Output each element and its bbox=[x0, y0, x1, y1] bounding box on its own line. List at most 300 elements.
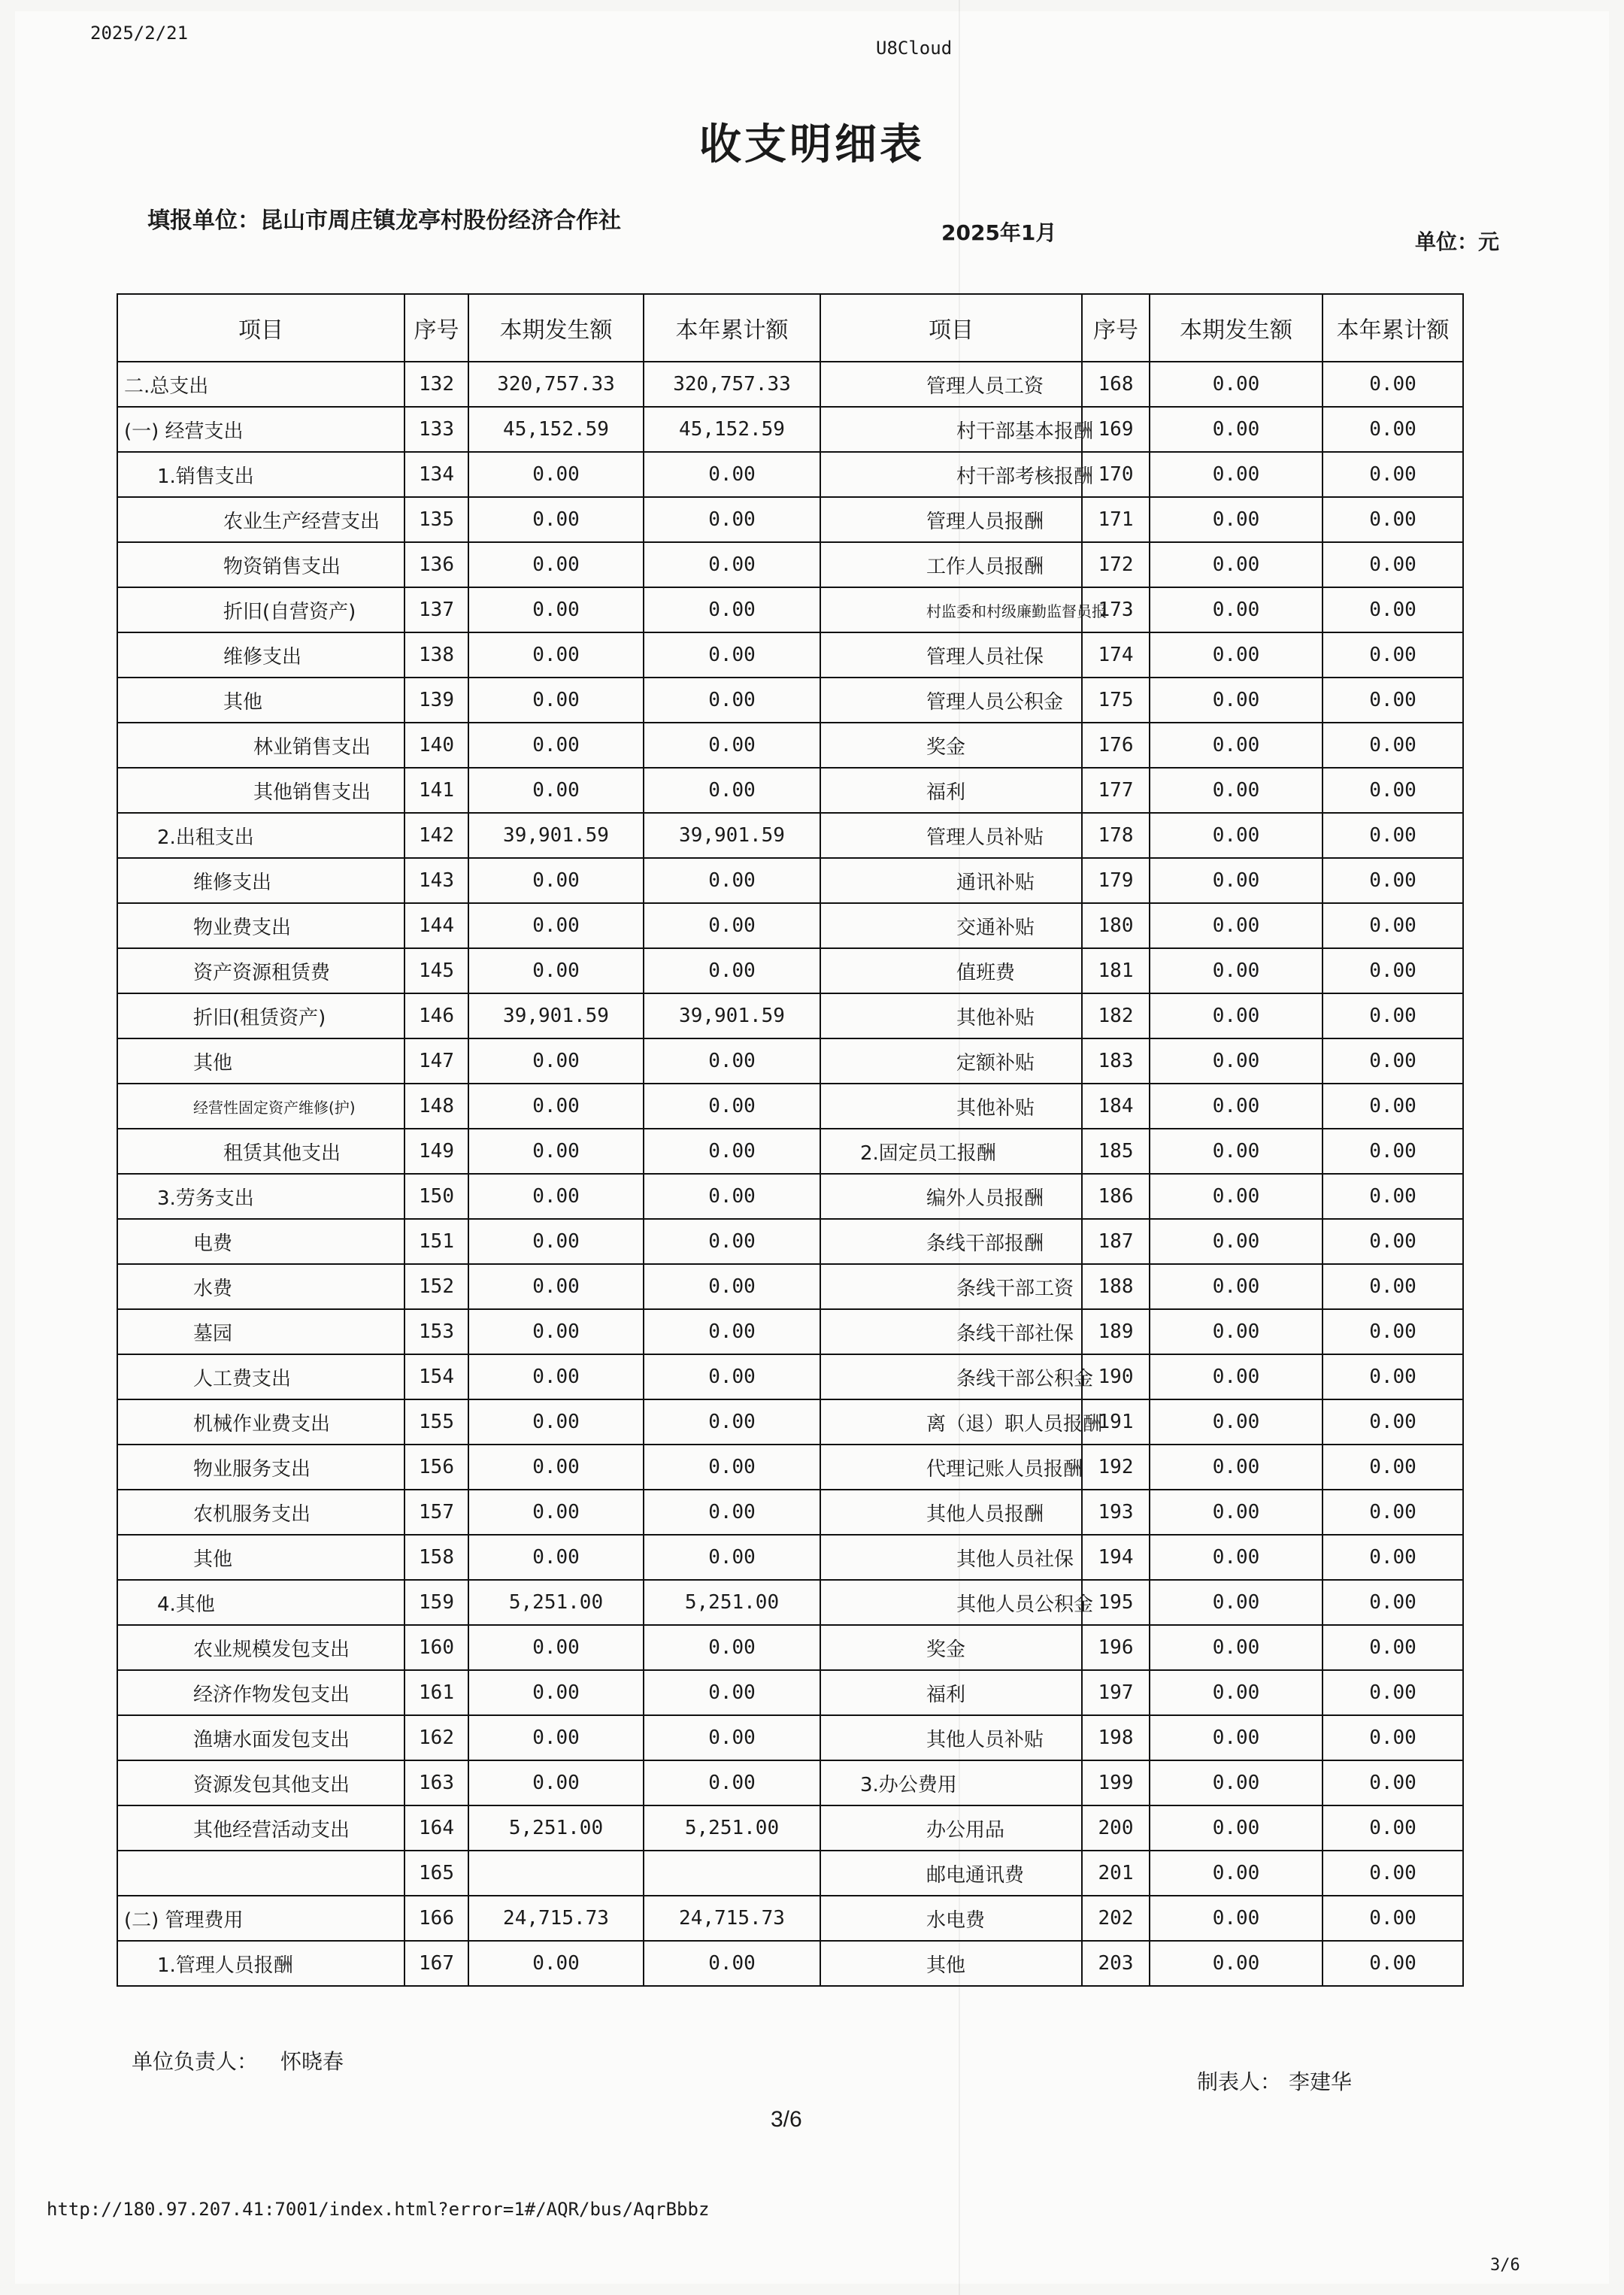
seq-cell-right: 190 bbox=[1082, 1354, 1150, 1399]
item-cell-right: 奖金 bbox=[820, 723, 1082, 768]
unit-head-label: 单位负责人： bbox=[132, 2049, 259, 2074]
table-row bbox=[117, 903, 1463, 948]
ytd-amount-cell-left: 0.00 bbox=[644, 723, 820, 768]
current-amount-cell-right: 0.00 bbox=[1150, 587, 1323, 632]
seq-cell-right: 179 bbox=[1082, 858, 1150, 903]
seq-cell-right: 186 bbox=[1082, 1174, 1150, 1219]
seq-cell-left: 141 bbox=[404, 768, 468, 813]
col-header-current-right: 本期发生额 bbox=[1150, 294, 1323, 362]
table-row bbox=[117, 1445, 1463, 1490]
ytd-amount-cell-left: 0.00 bbox=[644, 1670, 820, 1715]
ytd-amount-cell-left: 0.00 bbox=[644, 1715, 820, 1760]
page-number-corner: 3/6 bbox=[1490, 2256, 1520, 2275]
preparer-signature bbox=[1197, 2066, 1352, 2096]
seq-cell-left: 148 bbox=[404, 1084, 468, 1129]
item-cell-right: 离（退）职人员报酬 bbox=[820, 1399, 1082, 1445]
ytd-amount-cell-right: 0.00 bbox=[1323, 993, 1463, 1038]
ytd-amount-cell-right: 0.00 bbox=[1323, 1625, 1463, 1670]
current-amount-cell-left: 0.00 bbox=[468, 587, 644, 632]
current-amount-cell-left: 39,901.59 bbox=[468, 993, 644, 1038]
current-amount-cell-left: 0.00 bbox=[468, 497, 644, 542]
ytd-amount-cell-right: 0.00 bbox=[1323, 587, 1463, 632]
ytd-amount-cell-left: 0.00 bbox=[644, 632, 820, 678]
ytd-amount-cell-left: 0.00 bbox=[644, 1264, 820, 1309]
current-amount-cell-right: 0.00 bbox=[1150, 542, 1323, 587]
seq-cell-right: 197 bbox=[1082, 1670, 1150, 1715]
ytd-amount-cell-right: 0.00 bbox=[1323, 1354, 1463, 1399]
item-cell-right: 2.固定员工报酬 bbox=[820, 1129, 1082, 1174]
current-amount-cell-left: 39,901.59 bbox=[468, 813, 644, 858]
current-amount-cell-left: 0.00 bbox=[468, 1445, 644, 1490]
seq-cell-left: 133 bbox=[404, 407, 468, 452]
current-amount-cell-left: 0.00 bbox=[468, 1760, 644, 1805]
item-cell-right: 编外人员报酬 bbox=[820, 1174, 1082, 1219]
table-row bbox=[117, 1264, 1463, 1309]
current-amount-cell-right: 0.00 bbox=[1150, 1445, 1323, 1490]
ytd-amount-cell-left: 0.00 bbox=[644, 768, 820, 813]
table-row bbox=[117, 1174, 1463, 1219]
current-amount-cell-right: 0.00 bbox=[1150, 1896, 1323, 1941]
current-amount-cell-left: 0.00 bbox=[468, 903, 644, 948]
item-cell-left: 林业销售支出 bbox=[117, 723, 404, 768]
current-amount-cell-right: 0.00 bbox=[1150, 362, 1323, 407]
unit-head-name: 怀晓春 bbox=[280, 2049, 344, 2074]
current-amount-cell-left bbox=[468, 1851, 644, 1896]
item-cell-left: 资产资源租赁费 bbox=[117, 948, 404, 993]
seq-cell-right: 177 bbox=[1082, 768, 1150, 813]
item-cell-left: 其他经营活动支出 bbox=[117, 1805, 404, 1851]
seq-cell-right: 174 bbox=[1082, 632, 1150, 678]
table-header-row bbox=[117, 294, 1463, 362]
item-cell-left: 其他销售支出 bbox=[117, 768, 404, 813]
ytd-amount-cell-right: 0.00 bbox=[1323, 1715, 1463, 1760]
ytd-amount-cell-left: 0.00 bbox=[644, 1084, 820, 1129]
current-amount-cell-left: 0.00 bbox=[468, 1715, 644, 1760]
ytd-amount-cell-left: 0.00 bbox=[644, 497, 820, 542]
table-row bbox=[117, 1490, 1463, 1535]
current-amount-cell-right: 0.00 bbox=[1150, 1084, 1323, 1129]
current-amount-cell-left: 0.00 bbox=[468, 1174, 644, 1219]
seq-cell-left: 145 bbox=[404, 948, 468, 993]
ytd-amount-cell-right: 0.00 bbox=[1323, 1219, 1463, 1264]
item-cell-right: 办公用品 bbox=[820, 1805, 1082, 1851]
item-cell-right: 奖金 bbox=[820, 1625, 1082, 1670]
seq-cell-left: 166 bbox=[404, 1896, 468, 1941]
current-amount-cell-right: 0.00 bbox=[1150, 1715, 1323, 1760]
seq-cell-right: 173 bbox=[1082, 587, 1150, 632]
current-amount-cell-left: 0.00 bbox=[468, 723, 644, 768]
current-amount-cell-left: 0.00 bbox=[468, 1399, 644, 1445]
ytd-amount-cell-right: 0.00 bbox=[1323, 813, 1463, 858]
current-amount-cell-right: 0.00 bbox=[1150, 948, 1323, 993]
current-amount-cell-right: 0.00 bbox=[1150, 1490, 1323, 1535]
table-row bbox=[117, 1670, 1463, 1715]
seq-cell-left: 144 bbox=[404, 903, 468, 948]
item-cell-right: 工作人员报酬 bbox=[820, 542, 1082, 587]
current-amount-cell-left: 0.00 bbox=[468, 1219, 644, 1264]
item-cell-right: 其他补贴 bbox=[820, 1084, 1082, 1129]
table-row bbox=[117, 1896, 1463, 1941]
current-amount-cell-right: 0.00 bbox=[1150, 1354, 1323, 1399]
current-amount-cell-left: 0.00 bbox=[468, 1309, 644, 1354]
seq-cell-left: 155 bbox=[404, 1399, 468, 1445]
system-name: U8Cloud bbox=[876, 38, 953, 59]
ytd-amount-cell-left: 0.00 bbox=[644, 1038, 820, 1084]
item-cell-right: 3.办公费用 bbox=[820, 1760, 1082, 1805]
seq-cell-left: 136 bbox=[404, 542, 468, 587]
seq-cell-right: 180 bbox=[1082, 903, 1150, 948]
item-cell-right: 值班费 bbox=[820, 948, 1082, 993]
seq-cell-left: 161 bbox=[404, 1670, 468, 1715]
ytd-amount-cell-right: 0.00 bbox=[1323, 1670, 1463, 1715]
item-cell-left: 租赁其他支出 bbox=[117, 1129, 404, 1174]
current-amount-cell-right: 0.00 bbox=[1150, 1580, 1323, 1625]
seq-cell-right: 195 bbox=[1082, 1580, 1150, 1625]
table-row bbox=[117, 1805, 1463, 1851]
item-cell-left: 人工费支出 bbox=[117, 1354, 404, 1399]
seq-cell-left: 158 bbox=[404, 1535, 468, 1580]
ytd-amount-cell-right: 0.00 bbox=[1323, 948, 1463, 993]
item-cell-left: 经营性固定资产维修(护) bbox=[117, 1084, 404, 1129]
item-cell-left: 物业费支出 bbox=[117, 903, 404, 948]
current-amount-cell-left: 0.00 bbox=[468, 1535, 644, 1580]
ytd-amount-cell-right: 0.00 bbox=[1323, 1129, 1463, 1174]
ytd-amount-cell-left: 24,715.73 bbox=[644, 1896, 820, 1941]
item-cell-left: 3.劳务支出 bbox=[117, 1174, 404, 1219]
item-cell-left: 4.其他 bbox=[117, 1580, 404, 1625]
seq-cell-left: 157 bbox=[404, 1490, 468, 1535]
table-row bbox=[117, 1580, 1463, 1625]
current-amount-cell-left: 24,715.73 bbox=[468, 1896, 644, 1941]
ytd-amount-cell-right: 0.00 bbox=[1323, 1264, 1463, 1309]
current-amount-cell-right: 0.00 bbox=[1150, 993, 1323, 1038]
seq-cell-right: 202 bbox=[1082, 1896, 1150, 1941]
unit-head-signature bbox=[132, 2045, 344, 2075]
ytd-amount-cell-right: 0.00 bbox=[1323, 1309, 1463, 1354]
current-amount-cell-right: 0.00 bbox=[1150, 1264, 1323, 1309]
ytd-amount-cell-right: 0.00 bbox=[1323, 1445, 1463, 1490]
ytd-amount-cell-right: 0.00 bbox=[1323, 768, 1463, 813]
current-amount-cell-left: 0.00 bbox=[468, 1264, 644, 1309]
ytd-amount-cell-left: 5,251.00 bbox=[644, 1805, 820, 1851]
ytd-amount-cell-left: 0.00 bbox=[644, 542, 820, 587]
ytd-amount-cell-left: 0.00 bbox=[644, 1535, 820, 1580]
table-row bbox=[117, 1535, 1463, 1580]
item-cell-left bbox=[117, 1851, 404, 1896]
table-row bbox=[117, 858, 1463, 903]
seq-cell-left: 146 bbox=[404, 993, 468, 1038]
page-number: 3/6 bbox=[771, 2107, 802, 2132]
table-row bbox=[117, 1760, 1463, 1805]
table-row bbox=[117, 497, 1463, 542]
ytd-amount-cell-left: 0.00 bbox=[644, 1625, 820, 1670]
item-cell-right: 福利 bbox=[820, 1670, 1082, 1715]
current-amount-cell-left: 0.00 bbox=[468, 1625, 644, 1670]
seq-cell-right: 178 bbox=[1082, 813, 1150, 858]
item-cell-right: 其他人员公积金 bbox=[820, 1580, 1082, 1625]
item-cell-left: 渔塘水面发包支出 bbox=[117, 1715, 404, 1760]
item-cell-left: 维修支出 bbox=[117, 858, 404, 903]
ytd-amount-cell-right: 0.00 bbox=[1323, 1399, 1463, 1445]
current-amount-cell-right: 0.00 bbox=[1150, 813, 1323, 858]
item-cell-left: 维修支出 bbox=[117, 632, 404, 678]
seq-cell-right: 185 bbox=[1082, 1129, 1150, 1174]
item-cell-left: 农业规模发包支出 bbox=[117, 1625, 404, 1670]
item-cell-right: 条线干部社保 bbox=[820, 1309, 1082, 1354]
seq-cell-right: 188 bbox=[1082, 1264, 1150, 1309]
seq-cell-left: 164 bbox=[404, 1805, 468, 1851]
item-cell-right: 管理人员补贴 bbox=[820, 813, 1082, 858]
current-amount-cell-left: 5,251.00 bbox=[468, 1580, 644, 1625]
seq-cell-left: 154 bbox=[404, 1354, 468, 1399]
item-cell-right: 定额补贴 bbox=[820, 1038, 1082, 1084]
seq-cell-left: 139 bbox=[404, 678, 468, 723]
ytd-amount-cell-right: 0.00 bbox=[1323, 1896, 1463, 1941]
item-cell-left: 其他 bbox=[117, 678, 404, 723]
table-row bbox=[117, 407, 1463, 452]
item-cell-left: (二) 管理费用 bbox=[117, 1896, 404, 1941]
table-row bbox=[117, 587, 1463, 632]
item-cell-right: 村干部考核报酬 bbox=[820, 452, 1082, 497]
current-amount-cell-right: 0.00 bbox=[1150, 1760, 1323, 1805]
ytd-amount-cell-left: 320,757.33 bbox=[644, 362, 820, 407]
item-cell-right: 其他补贴 bbox=[820, 993, 1082, 1038]
ytd-amount-cell-right: 0.00 bbox=[1323, 632, 1463, 678]
table-row bbox=[117, 813, 1463, 858]
page-url: http://180.97.207.41:7001/index.html?error=1#/AQR/bus/AqrBbbz bbox=[47, 2199, 710, 2220]
item-cell-right: 邮电通讯费 bbox=[820, 1851, 1082, 1896]
current-amount-cell-left: 0.00 bbox=[468, 768, 644, 813]
current-amount-cell-left: 0.00 bbox=[468, 632, 644, 678]
seq-cell-left: 135 bbox=[404, 497, 468, 542]
seq-cell-right: 191 bbox=[1082, 1399, 1150, 1445]
table-row bbox=[117, 768, 1463, 813]
col-header-item-left: 项目 bbox=[117, 294, 404, 362]
ytd-amount-cell-left: 0.00 bbox=[644, 1399, 820, 1445]
col-header-seq-right: 序号 bbox=[1082, 294, 1150, 362]
current-amount-cell-left: 0.00 bbox=[468, 948, 644, 993]
current-amount-cell-left: 0.00 bbox=[468, 1941, 644, 1986]
report-title: 收支明细表 bbox=[699, 120, 925, 169]
ytd-amount-cell-left: 0.00 bbox=[644, 948, 820, 993]
current-amount-cell-left: 0.00 bbox=[468, 858, 644, 903]
seq-cell-right: 199 bbox=[1082, 1760, 1150, 1805]
seq-cell-right: 189 bbox=[1082, 1309, 1150, 1354]
ytd-amount-cell-right: 0.00 bbox=[1323, 1580, 1463, 1625]
item-cell-right: 其他人员补贴 bbox=[820, 1715, 1082, 1760]
item-cell-left: 经济作物发包支出 bbox=[117, 1670, 404, 1715]
item-cell-right: 条线干部工资 bbox=[820, 1264, 1082, 1309]
seq-cell-right: 198 bbox=[1082, 1715, 1150, 1760]
ytd-amount-cell-left: 0.00 bbox=[644, 1309, 820, 1354]
ytd-amount-cell-right: 0.00 bbox=[1323, 1760, 1463, 1805]
item-cell-right: 管理人员报酬 bbox=[820, 497, 1082, 542]
ytd-amount-cell-left: 0.00 bbox=[644, 1219, 820, 1264]
item-cell-left: 二.总支出 bbox=[117, 362, 404, 407]
ytd-amount-cell-right: 0.00 bbox=[1323, 1805, 1463, 1851]
seq-cell-left: 147 bbox=[404, 1038, 468, 1084]
table-row bbox=[117, 1399, 1463, 1445]
preparer-label: 制表人： bbox=[1197, 2069, 1282, 2094]
table-row bbox=[117, 362, 1463, 407]
item-cell-left: 2.出租支出 bbox=[117, 813, 404, 858]
item-cell-left: 1.销售支出 bbox=[117, 452, 404, 497]
item-cell-right: 管理人员社保 bbox=[820, 632, 1082, 678]
item-cell-left: 电费 bbox=[117, 1219, 404, 1264]
ytd-amount-cell-left: 0.00 bbox=[644, 903, 820, 948]
seq-cell-right: 200 bbox=[1082, 1805, 1150, 1851]
item-cell-right: 条线干部报酬 bbox=[820, 1219, 1082, 1264]
current-amount-cell-right: 0.00 bbox=[1150, 1174, 1323, 1219]
ytd-amount-cell-left: 0.00 bbox=[644, 1445, 820, 1490]
current-amount-cell-right: 0.00 bbox=[1150, 1625, 1323, 1670]
ytd-amount-cell-right: 0.00 bbox=[1323, 1174, 1463, 1219]
ytd-amount-cell-right: 0.00 bbox=[1323, 858, 1463, 903]
ytd-amount-cell-right: 0.00 bbox=[1323, 678, 1463, 723]
ytd-amount-cell-right: 0.00 bbox=[1323, 1535, 1463, 1580]
ytd-amount-cell-left: 0.00 bbox=[644, 1490, 820, 1535]
seq-cell-right: 201 bbox=[1082, 1851, 1150, 1896]
current-amount-cell-right: 0.00 bbox=[1150, 678, 1323, 723]
ytd-amount-cell-left: 0.00 bbox=[644, 858, 820, 903]
seq-cell-left: 151 bbox=[404, 1219, 468, 1264]
table-row bbox=[117, 678, 1463, 723]
ytd-amount-cell-left: 0.00 bbox=[644, 452, 820, 497]
seq-cell-right: 172 bbox=[1082, 542, 1150, 587]
ytd-amount-cell-left: 0.00 bbox=[644, 1941, 820, 1986]
current-amount-cell-left: 0.00 bbox=[468, 1670, 644, 1715]
current-amount-cell-left: 0.00 bbox=[468, 1354, 644, 1399]
table-row bbox=[117, 1038, 1463, 1084]
seq-cell-left: 162 bbox=[404, 1715, 468, 1760]
item-cell-right: 村监委和村级廉勤监督员报 bbox=[820, 587, 1082, 632]
current-amount-cell-right: 0.00 bbox=[1150, 407, 1323, 452]
ytd-amount-cell-left: 39,901.59 bbox=[644, 993, 820, 1038]
item-cell-right: 条线干部公积金 bbox=[820, 1354, 1082, 1399]
seq-cell-left: 150 bbox=[404, 1174, 468, 1219]
ytd-amount-cell-left: 0.00 bbox=[644, 1354, 820, 1399]
item-cell-left: 折旧(自营资产) bbox=[117, 587, 404, 632]
seq-cell-right: 175 bbox=[1082, 678, 1150, 723]
current-amount-cell-right: 0.00 bbox=[1150, 497, 1323, 542]
table-row bbox=[117, 1309, 1463, 1354]
ytd-amount-cell-left: 39,901.59 bbox=[644, 813, 820, 858]
seq-cell-left: 167 bbox=[404, 1941, 468, 1986]
seq-cell-left: 153 bbox=[404, 1309, 468, 1354]
item-cell-left: 农机服务支出 bbox=[117, 1490, 404, 1535]
current-amount-cell-right: 0.00 bbox=[1150, 1535, 1323, 1580]
item-cell-right: 其他人员社保 bbox=[820, 1535, 1082, 1580]
ytd-amount-cell-right: 0.00 bbox=[1323, 1941, 1463, 1986]
seq-cell-right: 168 bbox=[1082, 362, 1150, 407]
ytd-amount-cell-right: 0.00 bbox=[1323, 1038, 1463, 1084]
seq-cell-left: 159 bbox=[404, 1580, 468, 1625]
col-header-ytd-left: 本年累计额 bbox=[644, 294, 820, 362]
col-header-current-left: 本期发生额 bbox=[468, 294, 644, 362]
seq-cell-right: 192 bbox=[1082, 1445, 1150, 1490]
table-row bbox=[117, 1941, 1463, 1986]
seq-cell-right: 203 bbox=[1082, 1941, 1150, 1986]
seq-cell-left: 138 bbox=[404, 632, 468, 678]
seq-cell-right: 171 bbox=[1082, 497, 1150, 542]
seq-cell-left: 156 bbox=[404, 1445, 468, 1490]
ytd-amount-cell-left bbox=[644, 1851, 820, 1896]
ytd-amount-cell-left: 0.00 bbox=[644, 678, 820, 723]
seq-cell-right: 193 bbox=[1082, 1490, 1150, 1535]
current-amount-cell-right: 0.00 bbox=[1150, 1309, 1323, 1354]
seq-cell-left: 132 bbox=[404, 362, 468, 407]
table-row bbox=[117, 542, 1463, 587]
ytd-amount-cell-left: 5,251.00 bbox=[644, 1580, 820, 1625]
seq-cell-right: 170 bbox=[1082, 452, 1150, 497]
report-period: 2025年1月 bbox=[941, 220, 1057, 245]
seq-cell-left: 165 bbox=[404, 1851, 468, 1896]
current-amount-cell-right: 0.00 bbox=[1150, 1805, 1323, 1851]
current-amount-cell-right: 0.00 bbox=[1150, 1399, 1323, 1445]
ytd-amount-cell-right: 0.00 bbox=[1323, 407, 1463, 452]
seq-cell-left: 134 bbox=[404, 452, 468, 497]
ytd-amount-cell-right: 0.00 bbox=[1323, 362, 1463, 407]
currency-unit: 单位：元 bbox=[1415, 229, 1500, 254]
item-cell-left: 资源发包其他支出 bbox=[117, 1760, 404, 1805]
ytd-amount-cell-right: 0.00 bbox=[1323, 723, 1463, 768]
current-amount-cell-left: 320,757.33 bbox=[468, 362, 644, 407]
col-header-seq-left: 序号 bbox=[404, 294, 468, 362]
item-cell-right: 福利 bbox=[820, 768, 1082, 813]
item-cell-right: 水电费 bbox=[820, 1896, 1082, 1941]
table-row bbox=[117, 1715, 1463, 1760]
current-amount-cell-right: 0.00 bbox=[1150, 1851, 1323, 1896]
item-cell-left: 机械作业费支出 bbox=[117, 1399, 404, 1445]
current-amount-cell-right: 0.00 bbox=[1150, 1219, 1323, 1264]
current-amount-cell-right: 0.00 bbox=[1150, 452, 1323, 497]
item-cell-right: 通讯补贴 bbox=[820, 858, 1082, 903]
current-amount-cell-left: 45,152.59 bbox=[468, 407, 644, 452]
col-header-ytd-right: 本年累计额 bbox=[1323, 294, 1463, 362]
table-row bbox=[117, 1851, 1463, 1896]
ytd-amount-cell-right: 0.00 bbox=[1323, 452, 1463, 497]
ytd-amount-cell-right: 0.00 bbox=[1323, 542, 1463, 587]
print-date: 2025/2/21 bbox=[90, 23, 189, 44]
preparer-name: 李建华 bbox=[1289, 2069, 1353, 2094]
current-amount-cell-left: 5,251.00 bbox=[468, 1805, 644, 1851]
item-cell-left: 水费 bbox=[117, 1264, 404, 1309]
table-row bbox=[117, 1354, 1463, 1399]
income-expense-table bbox=[117, 293, 1464, 1987]
item-cell-right: 管理人员工资 bbox=[820, 362, 1082, 407]
seq-cell-left: 152 bbox=[404, 1264, 468, 1309]
item-cell-right: 交通补贴 bbox=[820, 903, 1082, 948]
item-cell-left: 墓园 bbox=[117, 1309, 404, 1354]
current-amount-cell-right: 0.00 bbox=[1150, 1129, 1323, 1174]
seq-cell-left: 140 bbox=[404, 723, 468, 768]
ytd-amount-cell-left: 0.00 bbox=[644, 1174, 820, 1219]
current-amount-cell-right: 0.00 bbox=[1150, 1038, 1323, 1084]
ytd-amount-cell-left: 0.00 bbox=[644, 587, 820, 632]
reporting-unit: 填报单位：昆山市周庄镇龙亭村股份经济合作社 bbox=[147, 208, 621, 234]
item-cell-left: 1.管理人员报酬 bbox=[117, 1941, 404, 1986]
current-amount-cell-left: 0.00 bbox=[468, 678, 644, 723]
item-cell-left: 物业服务支出 bbox=[117, 1445, 404, 1490]
item-cell-right: 其他 bbox=[820, 1941, 1082, 1986]
item-cell-left: 物资销售支出 bbox=[117, 542, 404, 587]
item-cell-left: 农业生产经营支出 bbox=[117, 497, 404, 542]
table-row bbox=[117, 452, 1463, 497]
ytd-amount-cell-right: 0.00 bbox=[1323, 1851, 1463, 1896]
current-amount-cell-right: 0.00 bbox=[1150, 723, 1323, 768]
seq-cell-right: 176 bbox=[1082, 723, 1150, 768]
item-cell-right: 代理记账人员报酬 bbox=[820, 1445, 1082, 1490]
